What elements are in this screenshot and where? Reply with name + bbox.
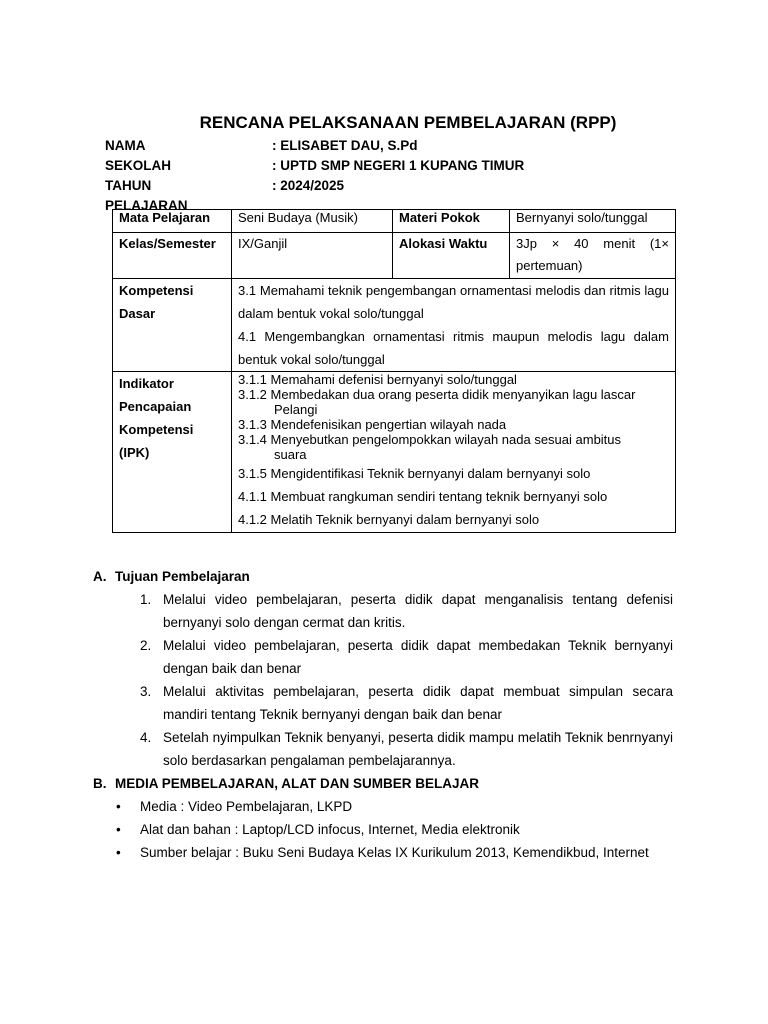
kd-number: 3.1 (238, 283, 257, 298)
list-text: Melalui aktivitas pembelajaran, peserta didik dapat membuat simpulan secara mandiri tentang Teknik bernyanyi dengan baik dan benar (163, 684, 673, 722)
list-item (140, 680, 673, 726)
section-title: Tujuan Pembelajaran (115, 569, 250, 584)
list-item (116, 841, 676, 864)
list-number: 1. (140, 592, 152, 607)
ipk-item: 3.1.3 Mendefenisikan pengertian wilayah nada (238, 417, 507, 432)
table-row (113, 233, 676, 279)
document-title: RENCANA PELAKSANAAN PEMBELAJARAN (RPP) (199, 113, 617, 132)
identity-label: TAHUN PELAJARAN (105, 178, 188, 213)
list-text: Setelah nyimpulkan Teknik benyanyi, peserta didik mampu melatih Teknik benrnyanyi solo berdasarkan pengalaman pembelajarannya. (163, 730, 673, 768)
list-text: Media : Video Pembelajaran, LKPD (140, 799, 353, 814)
kd-text: Mengembangkan ornamentasi ritmis maupun melodis lagu dalam bentuk vokal solo/tunggal (238, 329, 669, 367)
kd-label-line: Kompetensi (119, 283, 194, 298)
kd-item (238, 279, 669, 325)
kelas-label: Kelas/Semester (113, 233, 232, 279)
media-list (116, 795, 676, 864)
ipk-label-line: Indikator (119, 376, 174, 391)
ipk-item: 4.1.2 Melatih Teknik bernyanyi dalam bernyanyi solo (238, 512, 540, 527)
section-letter: A. (93, 569, 107, 584)
bullet-icon: • (116, 845, 121, 860)
goals-list (140, 588, 673, 772)
kd-label (113, 279, 232, 372)
materi-value: Bernyanyi solo/tunggal (510, 210, 676, 233)
section-letter: B. (93, 776, 107, 791)
table-row (113, 372, 676, 533)
table-row (113, 279, 676, 372)
ipk-item-continuation: Pelangi (274, 402, 318, 417)
ipk-item: 4.1.1 Membuat rangkuman sendiri tentang teknik bernyanyi solo (238, 489, 608, 504)
kd-number: 4.1 (238, 329, 257, 344)
alokasi-label: Alokasi Waktu (393, 233, 510, 279)
list-number: 2. (140, 638, 152, 653)
ipk-item: 3.1.4 Menyebutkan pengelompokkan wilayah nada sesuai ambitus (238, 432, 622, 447)
list-text: Sumber belajar : Buku Seni Budaya Kelas IX Kurikulum 2013, Kemendikbud, Internet (140, 845, 649, 860)
list-text: Melalui video pembelajaran, peserta didik dapat menganalisis tentang defenisi bernyanyi solo dengan cermat dan kritis. (163, 592, 673, 630)
ipk-label-line: (IPK) (119, 445, 150, 460)
ipk-label-line: Kompetensi (119, 422, 194, 437)
ipk-item-continuation: suara (274, 447, 307, 462)
list-item (116, 795, 676, 818)
identity-value: : 2024/2025 (272, 178, 345, 193)
mapel-label: Mata Pelajaran (113, 210, 232, 233)
list-number: 4. (140, 730, 152, 745)
ipk-label-line: Pencapaian (119, 399, 192, 414)
alokasi-value: 3Jp × 40 menit (1× pertemuan) (510, 233, 676, 279)
section-tujuan (93, 566, 673, 768)
kd-label-line: Dasar (119, 306, 156, 321)
section-media (93, 773, 649, 860)
section-title: MEDIA PEMBELAJARAN, ALAT DAN SUMBER BELAJAR (115, 776, 480, 791)
list-text: Melalui video pembelajaran, peserta didik dapat membedakan Teknik bernyanyi dengan baik dan benar (163, 638, 673, 676)
materi-label: Materi Pokok (393, 210, 510, 233)
list-number: 3. (140, 684, 152, 699)
identity-value: : UPTD SMP NEGERI 1 KUPANG TIMUR (272, 158, 525, 173)
identity-label: SEKOLAH (105, 158, 172, 173)
table-row (113, 210, 676, 233)
ipk-item: 3.1.1 Memahami defenisi bernyanyi solo/tunggal (238, 372, 517, 387)
list-item (140, 634, 673, 680)
kd-item (238, 325, 669, 371)
bullet-icon: • (116, 799, 121, 814)
section-heading (93, 566, 250, 588)
ipk-item: 3.1.5 Mengidentifikasi Teknik bernyanyi dalam bernyanyi solo (238, 466, 591, 481)
rpp-table (112, 209, 676, 533)
section-heading (93, 773, 479, 795)
kd-text: Memahami teknik pengembangan ornamentasi melodis dan ritmis lagu dalam bentuk vokal solo/tunggal (238, 283, 669, 321)
list-item (140, 588, 673, 634)
ipk-label (113, 372, 232, 533)
list-text: Alat dan bahan : Laptop/LCD infocus, Internet, Media elektronik (140, 822, 520, 837)
identity-label: NAMA (105, 138, 146, 153)
identity-value: : ELISABET DAU, S.Pd (272, 138, 418, 153)
list-item (116, 818, 676, 841)
kd-content (232, 279, 676, 372)
ipk-item: 3.1.2 Membedakan dua orang peserta didik menyanyikan lagu lascar (238, 387, 636, 402)
bullet-icon: • (116, 822, 121, 837)
ipk-content (232, 372, 676, 533)
mapel-value: Seni Budaya (Musik) (232, 210, 393, 233)
list-item (140, 726, 673, 772)
kelas-value: IX/Ganjil (232, 233, 393, 279)
